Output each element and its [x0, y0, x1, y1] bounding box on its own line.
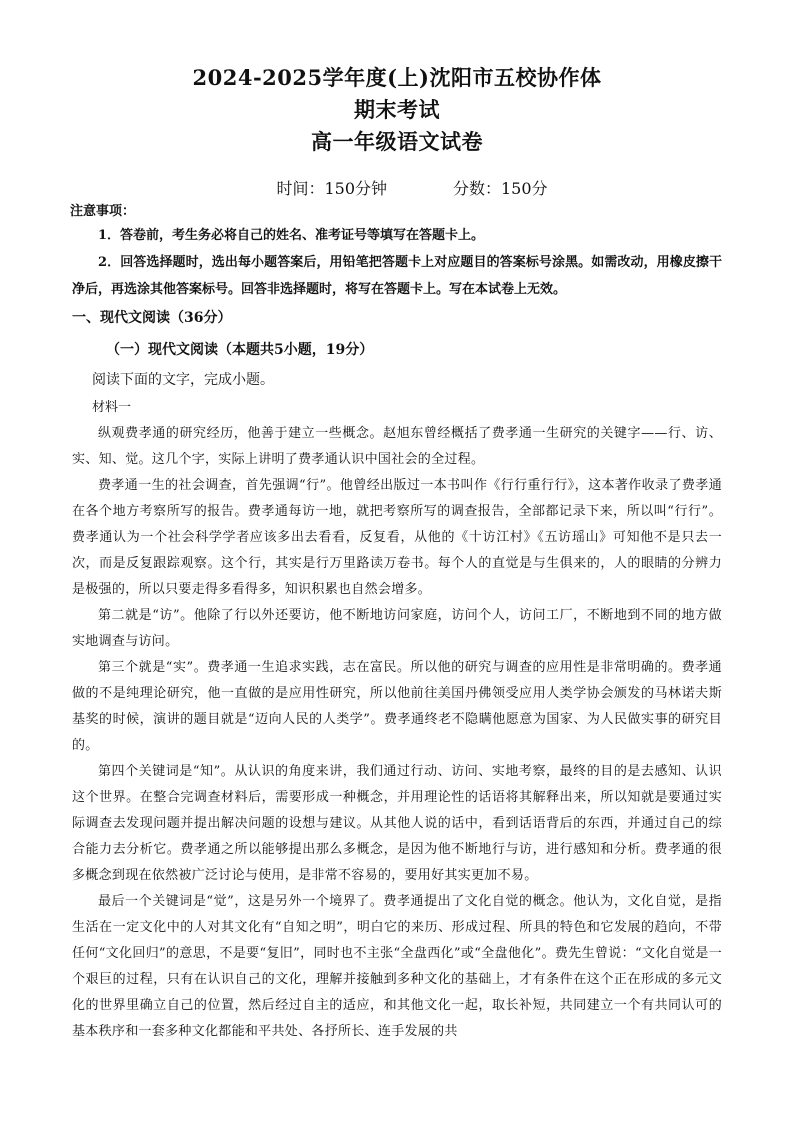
body-paragraph: 纵观费孝通的研究经历，他善于建立一些概念。赵旭东曾经概括了费孝通一生研究的关键字——行、访、实、知、觉。这几个字，实际上讲明了费孝通认识中国社会的全过程。: [72, 426, 722, 467]
exam-score: 分数：150分: [453, 179, 548, 198]
body-paragraph: 最后一个关键词是“觉”，这是另外一个境界了。费孝通提出了文化自觉的概念。他认为，文化自觉，是指生活在一定文化中的人对其文化有“自知之明”，明白它的来历、形成过程、所具的特色和它发展的趋向，不带任何“文化回归”的意思，不是要“复旧”，同时也不主张“全盘西化”或“全盘他化”。费先生曾说：“文化自觉是一个艰巨的过程，只有在认识自己的文化，理解并接触到多种文化的基础上，才有条件在这个正在形成的多元文化的世界里确立自己的位置，然后经过自主的适应，和其他文化一起，取长补短，共同建立一个有共同认可的基本秩序和一套多种文化都能和平共处、各抒所长、连手发展的共: [72, 894, 722, 1039]
notice-item: 2．回答选择题时，选出每小题答案后，用铅笔把答题卡上对应题目的答案标号涂黑。如需改动，用橡皮擦干净后，再选涂其他答案标号。回答非选择题时，将写在答题卡上。写在本试卷上无效。: [72, 255, 722, 297]
material-label: 材料一: [92, 400, 132, 415]
reading-instruction: 阅读下面的文字，完成小题。: [92, 372, 274, 388]
subsection-heading: （一）现代文阅读（本题共5小题，19分）: [106, 342, 374, 358]
exam-title-line3: 高一年级语文试卷: [311, 129, 483, 154]
exam-meta: [72, 176, 722, 202]
exam-title-line2: 期末考试: [354, 97, 440, 122]
section-heading: 一、现代文阅读（36分）: [72, 310, 232, 326]
notice-item: 1．答卷前，考生务必将自己的姓名、准考证号等填写在答题卡上。: [98, 228, 485, 243]
exam-title-line1: 2024-2025学年度(上)沈阳市五校协作体: [192, 65, 602, 90]
body-paragraph: 第二就是“访”。他除了行以外还要访，他不断地访问家庭，访问个人，访问工厂，不断地到不同的地方做实地调查与访问。: [72, 608, 722, 649]
exam-time: 时间：150分钟: [276, 179, 387, 198]
body-paragraph: 费孝通一生的社会调查，首先强调“行”。他曾经出版过一本书叫作《行行重行行》，这本著作收录了费孝通在各个地方考察所写的报告。费孝通每访一地，就把考察所写的调查报告，全部都记录下来，所以叫“行行”。费孝通认为一个社会科学学者应该多出去看看，反复看，从他的《十访江村》《五访瑶山》可知他不是只去一次，而是反复跟踪观察。这个行，其实是行万里路读万卷书。每个人的直觉是与生俱来的，人的眼睛的分辨力是极强的，所以只要走得多看得多，知识积累也自然会增多。: [72, 478, 722, 597]
body-paragraph: 第三个就是“实”。费孝通一生追求实践，志在富民。所以他的研究与调查的应用性是非常明确的。费孝通做的不是纯理论研究，他一直做的是应用性研究，所以他前往美国丹佛领受应用人类学协会颁发的马林诺夫斯基奖的时候，演讲的题目就是“迈向人民的人类学”。费孝通终老不隐瞒他愿意为国家、为人民做实事的研究目的。: [72, 660, 722, 753]
notice-heading: 注意事项：: [70, 204, 136, 219]
body-paragraph: 第四个关键词是“知”。从认识的角度来讲，我们通过行动、访问、实地考察，最终的目的是去感知、认识这个世界。在整合完调查材料后，需要形成一种概念，并用理论性的话语将其解释出来，所以知就是要通过实际调查去发现问题并提出解决问题的设想与建议。从其他人说的话中，看到话语背后的东西，并通过自己的综合能力去分析它。费孝通之所以能够提出那么多概念，是因为他不断地行与访，进行感知和分析。费孝通的很多概念到现在依然被广泛讨论与使用，是非常不容易的，要用好其实更加不易。: [72, 764, 722, 883]
